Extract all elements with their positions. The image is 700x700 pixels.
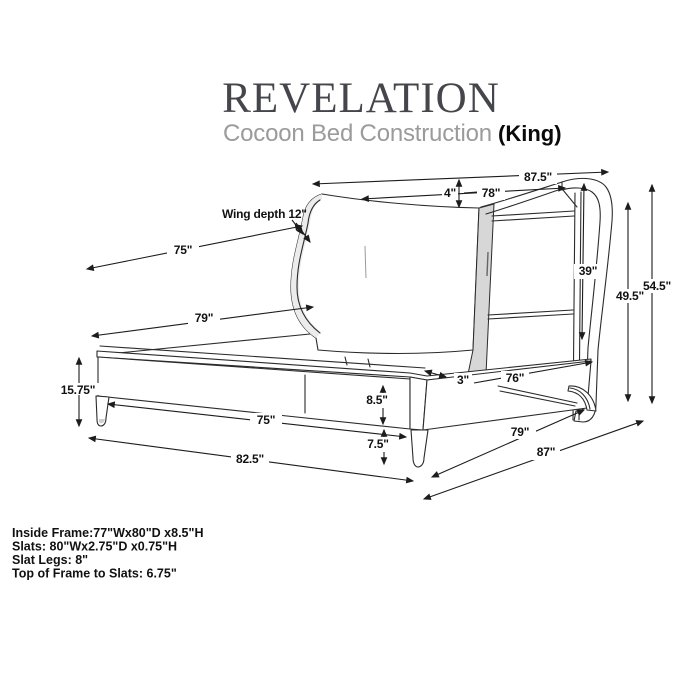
wing-headboard: [291, 194, 494, 374]
dim-label-slat-inset: 3": [457, 373, 469, 387]
dim-label-slat-span: 76": [505, 371, 525, 385]
wing-panel: [291, 194, 479, 354]
dim-label-overall-width: 87.5": [523, 170, 553, 184]
dim-label-rail-height: 8.5": [366, 393, 388, 407]
dim-label-headboard-height: 49.5": [615, 289, 645, 303]
dim-arrow-overall-width: [313, 172, 608, 184]
back-top-rail: [492, 211, 574, 221]
dim-arrow-inner-width: [362, 188, 565, 199]
dim-label-inner-width: 78": [481, 186, 501, 200]
dim-arrow-panel-height: [582, 184, 584, 339]
wing-edge-seam: [487, 252, 488, 276]
brand-title: REVELATION: [222, 75, 500, 122]
spec-line-slat-legs: Slat Legs: 8": [12, 553, 89, 567]
dim-label-overall-depth: 87": [536, 445, 556, 459]
dim-label-panel-height: 39": [578, 264, 598, 278]
spec-line-frame-to-slats: Top of Frame to Slats: 6.75": [12, 566, 177, 581]
spec-line-inside-frame: Inside Frame:77"Wx80"D x8.5"H: [12, 526, 204, 540]
dim-label-outside-length: 82.5": [235, 452, 265, 466]
dim-label-leg-height: 7.5": [367, 437, 389, 451]
dim-label-side-depth: 79": [510, 425, 530, 439]
dim-label-frame-front-width: 79": [194, 311, 214, 325]
front-right-leg: [411, 430, 428, 467]
dim-label-floor-to-frame-top: 15.75": [60, 383, 96, 397]
back-mid-rail: [488, 310, 573, 319]
bed-drawing: [96, 178, 612, 467]
header: [222, 75, 561, 147]
dim-label-inside-length: 75": [256, 413, 276, 427]
dim-label-headboard-width: 75": [173, 243, 193, 257]
far-rail-line: [98, 334, 310, 355]
dim-label-overall-height: 54.5": [642, 279, 672, 293]
spec-notes: [12, 526, 203, 581]
size-label: (King): [498, 121, 562, 146]
slat-gap-ticks: [345, 357, 370, 367]
series-subtitle: Cocoon Bed Construction: [223, 120, 492, 147]
dim-label-crown-drop: 4": [444, 186, 456, 200]
spec-line-slats: Slats: 80"Wx2.75"D x0.75"H: [12, 539, 178, 554]
dim-label-wing-depth: Wing depth 12": [222, 207, 307, 221]
